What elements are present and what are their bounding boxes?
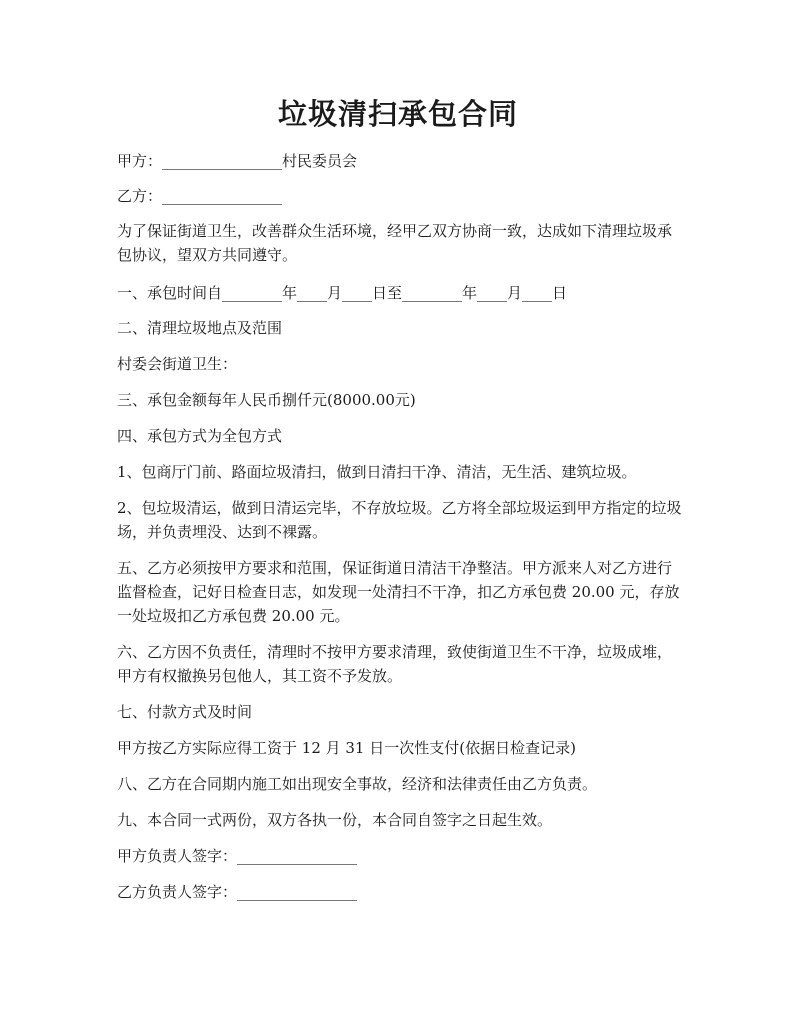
clause-4-item-1: 1、包商厅门前、路面垃圾清扫，做到日清扫干净、清洁，无生活、建筑垃圾。 — [117, 463, 637, 481]
party-b-line: 乙方：________________ — [117, 187, 283, 205]
clause-2-location: 二、清理垃圾地点及范围 — [117, 319, 283, 337]
intro-paragraph: 为了保证街道卫生，改善群众生活环境，经甲乙双方协商一致，达成如下清理垃圾承包协议，望双方共同遵守。 — [117, 222, 673, 264]
clause-5-supervision: 五、乙方必须按甲方要求和范围，保证街道日清洁干净整洁。甲方派来人对乙方进行监督检查，记好日检查日志，如发现一处清扫不干净，扣乙方承包费 20.00 元，存放一处垃圾扣乙方承包费 20.00 元。 — [117, 559, 680, 625]
clause-3-amount: 三、承包金额每年人民币捌仟元(8000.00元) — [117, 391, 416, 409]
signature-party-b: 乙方负责人签字：________________ — [117, 883, 358, 901]
clause-6-liability: 六、乙方因不负责任，清理时不按甲方要求清理，致使街道卫生不干净，垃圾成堆，甲方有权撤换另包他人，其工资不予发放。 — [117, 643, 673, 685]
clause-1-term: 一、承包时间自________年____月____日至________年____月____日 — [117, 284, 568, 302]
clause-2-detail: 村委会街道卫生： — [117, 355, 238, 373]
clause-9-effective: 九、本合同一式两份，双方各执一份，本合同自签字之日起生效。 — [117, 811, 553, 829]
party-a-line: 甲方：________________村民委员会 — [117, 152, 358, 170]
clause-7-payment: 七、付款方式及时间 — [117, 703, 253, 721]
clause-4-item-2: 2、包垃圾清运，做到日清运完毕，不存放垃圾。乙方将全部垃圾运到甲方指定的垃圾场，并负责埋没、达到不裸露。 — [117, 499, 682, 541]
clause-7-detail: 甲方按乙方实际应得工资于 12 月 31 日一次性支付(依据日检查记录) — [117, 739, 576, 757]
clause-4-method: 四、承包方式为全包方式 — [117, 427, 283, 445]
document-title: 垃圾清扫承包合同 — [277, 97, 518, 131]
signature-party-a: 甲方负责人签字：________________ — [117, 847, 358, 865]
clause-8-safety: 八、乙方在合同期内施工如出现安全事故，经济和法律责任由乙方负责。 — [117, 775, 598, 793]
